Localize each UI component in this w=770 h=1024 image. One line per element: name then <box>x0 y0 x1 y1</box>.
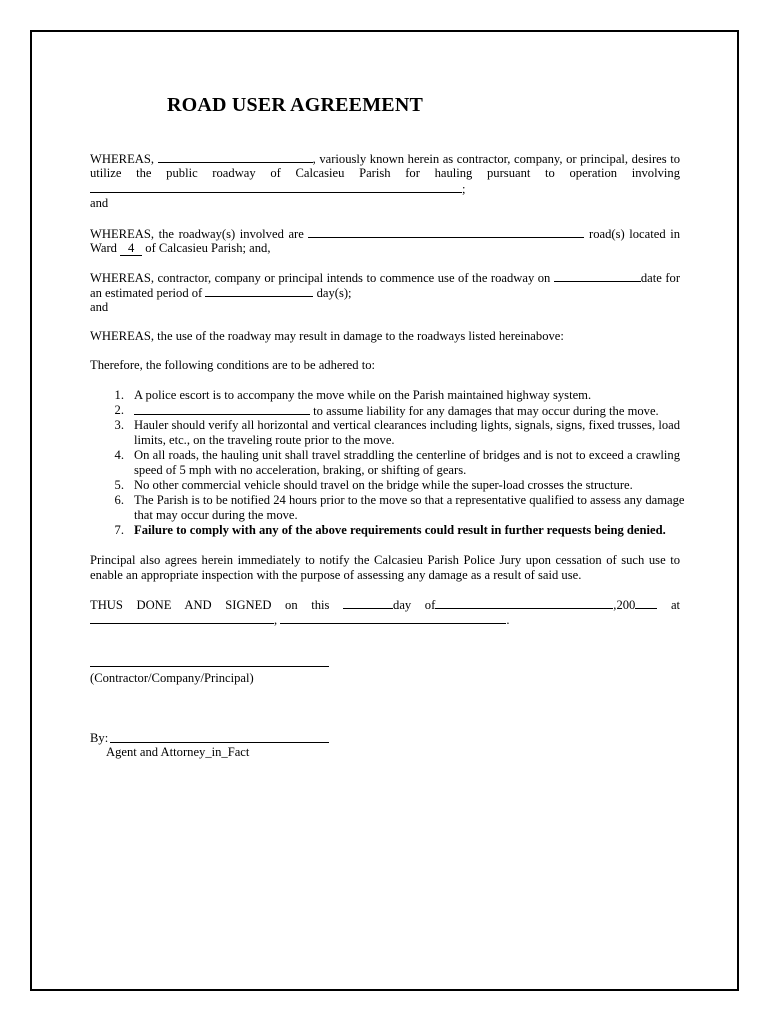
p2-text: WHEREAS, the roadway(s) involved are <box>90 227 304 241</box>
condition-text: Failure to comply with any of the above requirements could result in further requests being denied. <box>134 523 666 537</box>
p2-line2 <box>90 241 271 256</box>
p2-parish: of Calcasieu Parish; and, <box>145 241 271 255</box>
condition-text: to assume liability for any damages that may occur during the move. <box>313 404 659 418</box>
p3-line1 <box>90 270 680 286</box>
start-date-field[interactable] <box>554 270 641 282</box>
p7-word: THUS <box>90 598 123 612</box>
p7-line1 <box>90 597 680 613</box>
p3-line2 <box>90 285 352 301</box>
p3-and: and <box>90 300 109 314</box>
p3-days: day(s); <box>316 286 352 300</box>
condition-text: limits, etc., on the traveling route prior to the move. <box>134 433 395 447</box>
condition-number: 1. <box>114 388 124 402</box>
period-days-field[interactable] <box>205 285 313 297</box>
condition-number: 6. <box>114 493 124 507</box>
p1-text: , variously known herein as contractor, company, or principal, desires to <box>312 152 681 166</box>
p4-text: WHEREAS, the use of the roadway may result in damage to the roadways listed hereinabove: <box>90 329 564 343</box>
ward-number[interactable]: 4 <box>120 242 142 256</box>
contractor-name-field[interactable] <box>158 151 313 163</box>
p7-word: SIGNED <box>225 598 272 612</box>
condition-text: On all roads, the hauling unit shall travel straddling the centerline of bridges and is not to exceed a crawling <box>134 448 680 462</box>
company-signature-label: (Contractor/Company/Principal) <box>90 671 254 685</box>
day-group <box>343 598 411 612</box>
month-field[interactable] <box>435 597 613 609</box>
condition-text: No other commercial vehicle should travel on the bridge while the super-load crosses the structure. <box>134 478 633 492</box>
by-label: By: <box>90 731 109 745</box>
city-field[interactable] <box>90 612 274 624</box>
roadways-field[interactable] <box>308 226 584 238</box>
comma: , <box>274 613 278 627</box>
condition-text: A police escort is to accompany the move while on the Parish maintained highway system. <box>134 388 592 402</box>
condition-number: 5. <box>114 478 124 492</box>
p1-line2: utilize the public roadway of Calcasieu Parish for hauling pursuant to operation involving <box>90 166 680 180</box>
condition-number: 4. <box>114 448 124 462</box>
p2-roads-located: road(s) located in <box>589 227 681 241</box>
operation-field[interactable] <box>90 181 462 193</box>
day-label: day <box>393 598 412 612</box>
agent-signature-line[interactable] <box>110 742 329 743</box>
p7-word: AND <box>184 598 212 612</box>
condition-number: 2. <box>114 403 124 417</box>
state-field[interactable] <box>280 612 506 624</box>
p7-line2 <box>90 612 509 628</box>
condition-text: speed of 5 mph with no acceleration, braking, or shifting of gears. <box>134 463 467 477</box>
p7-word: DONE <box>136 598 172 612</box>
year-label: ,200 <box>613 598 636 612</box>
condition-number: 7. <box>114 523 124 537</box>
company-signature-line[interactable] <box>90 666 329 667</box>
condition-text: Hauler should verify all horizontal and vertical clearances including lights, signals, signs, fixed trusses, load <box>134 418 680 432</box>
p6-line1: Principal also agrees herein immediately to notify the Calcasieu Parish Police Jury upon cessation of such use to <box>90 553 680 567</box>
p2-line1 <box>90 226 680 242</box>
p1-and: and <box>90 196 109 210</box>
p7-word: this <box>311 598 330 612</box>
p7-word: on <box>285 598 298 612</box>
period: . <box>506 613 510 627</box>
condition-text: that may occur during the move. <box>134 508 298 522</box>
p7-at: at <box>670 598 681 612</box>
liable-party-field[interactable] <box>134 403 310 415</box>
p1-line1 <box>90 151 680 167</box>
month-group <box>425 598 658 612</box>
p5-text: Therefore, the following conditions are to be adhered to: <box>90 358 376 372</box>
semicolon: ; <box>462 182 466 196</box>
of-label: of <box>424 598 436 612</box>
p3-date-for: date for <box>640 271 681 285</box>
p6-line2: enable an appropriate inspection with the purpose of assessing any damage as a result of said use. <box>90 568 582 582</box>
condition-number: 3. <box>114 418 124 432</box>
condition-text-wrap <box>134 403 680 419</box>
day-field[interactable] <box>343 597 393 609</box>
ward-label: Ward <box>90 241 117 255</box>
document-title: ROAD USER AGREEMENT <box>166 94 424 116</box>
p1-whereas: WHEREAS, <box>90 152 155 166</box>
p1-line3 <box>90 181 466 197</box>
condition-text: The Parish is to be notified 24 hours prior to the move so that a representative qualified to assess any damage <box>134 493 685 507</box>
agent-signature-label: Agent and Attorney_in_Fact <box>106 745 250 759</box>
p3-period-label: an estimated period of <box>90 286 203 300</box>
p3-text: WHEREAS, contractor, company or principal intends to commence use of the roadway on <box>90 271 551 285</box>
year-field[interactable] <box>635 597 657 609</box>
